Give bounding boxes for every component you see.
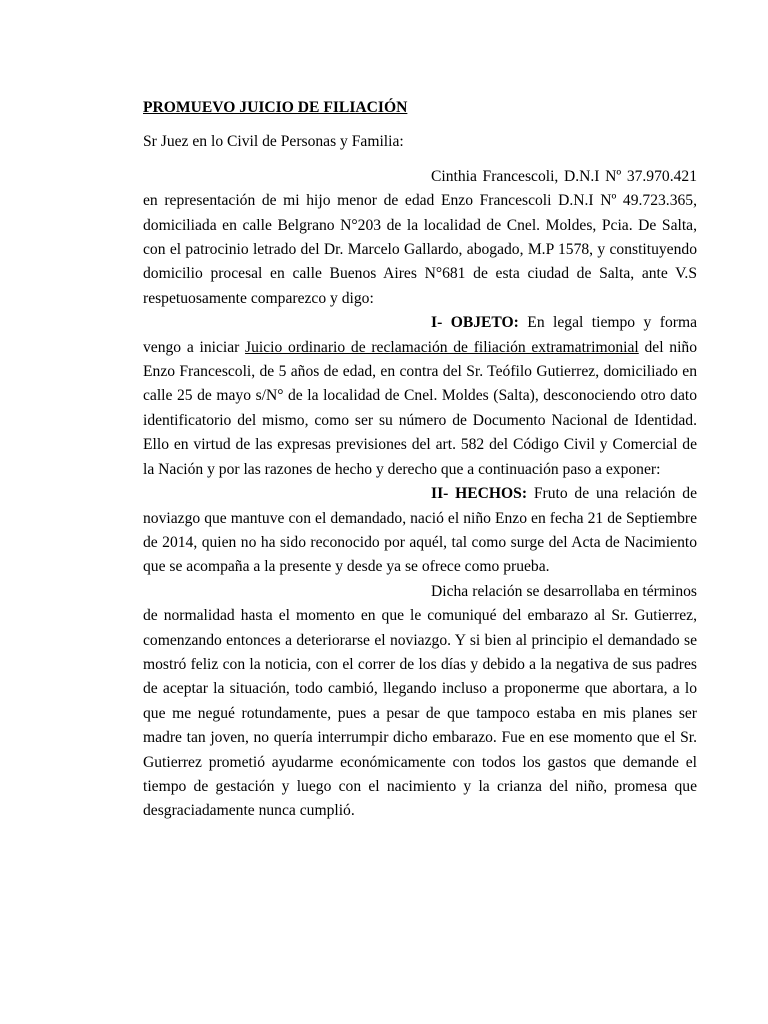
- document-body: [143, 96, 697, 824]
- document-title: PROMUEVO JUICIO DE FILIACIÓN: [143, 99, 408, 116]
- hechos-heading: II- HECHOS:: [431, 485, 528, 503]
- hechos-text: Fruto de una relación de noviazgo que mantuve con el demandado, nació el niño Enzo en fecha 21 de Septiembre de 2014, quien no ha sido reconocido por aquél, tal como surge del Acta de Nacimiento que se acompaña a la presente y desde ya se ofrece como prueba.: [143, 485, 697, 576]
- addressee-line: Sr Juez en lo Civil de Personas y Familia:: [143, 133, 404, 151]
- objeto-paragraph: [143, 311, 697, 482]
- objeto-text-a: En legal tiempo y forma vengo a iniciar: [143, 314, 697, 356]
- objeto-heading: I- OBJETO:: [431, 314, 519, 332]
- hechos-paragraph: [143, 482, 697, 580]
- relation-paragraph: Dicha relación se desarrollaba en términos de normalidad hasta el momento en que le comuniqué del embarazo al Sr. Gutierrez, comenzando entonces a deteriorarse el noviazgo. Y si bien al principio el demandado se mostró feliz con la noticia, con el correr de los días y debido a la negativa de sus padres de aceptar la situación, todo cambió, llegando incluso a proponerme que abortara, a lo que me negué rotundamente, pues a pesar de que tampoco estaba en mis planes ser madre tan joven, no quería interrumpir dicho embarazo. Fue en ese momento que el Sr. Gutierrez prometió ayudarme económicamente con todos los gastos que demande el tiempo de gestación y luego con el nacimiento y la crianza del niño, promesa que desgraciadamente nunca cumplió.: [143, 582, 697, 820]
- intro-paragraph: Cinthia Francescoli, D.N.I Nº 37.970.421 en representación de mi hijo menor de edad Enzo Francescoli D.N.I Nº 49.723.365, domiciliada en calle Belgrano N°203 de la localidad de Cnel. Moldes, Pcia. De Salta, con el patrocinio letrado del Dr. Marcelo Gallardo, abogado, M.P 1578, y constituyendo domicilio procesal en calle Buenos Aires N°681 de esta ciudad de Salta, ante V.S respetuosamente comparezco y digo:: [143, 167, 697, 307]
- objeto-text-b: del niño Enzo Francescoli, de 5 años de edad, en contra del Sr. Teófilo Gutierrez, domiciliado en calle 25 de mayo s/N° de la localidad de Cnel. Moldes (Salta), desconociendo otro dato identificatorio del mismo, como ser su número de Documento Nacional de Identidad. Ello en virtud de las expresas previsiones del art. 582 del Código Civil y Comercial de la Nación y por las razones de hecho y derecho que a continuación paso a exponer:: [143, 338, 698, 478]
- objeto-underlined-text: Juicio ordinario de reclamación de filiación extramatrimonial: [245, 338, 639, 356]
